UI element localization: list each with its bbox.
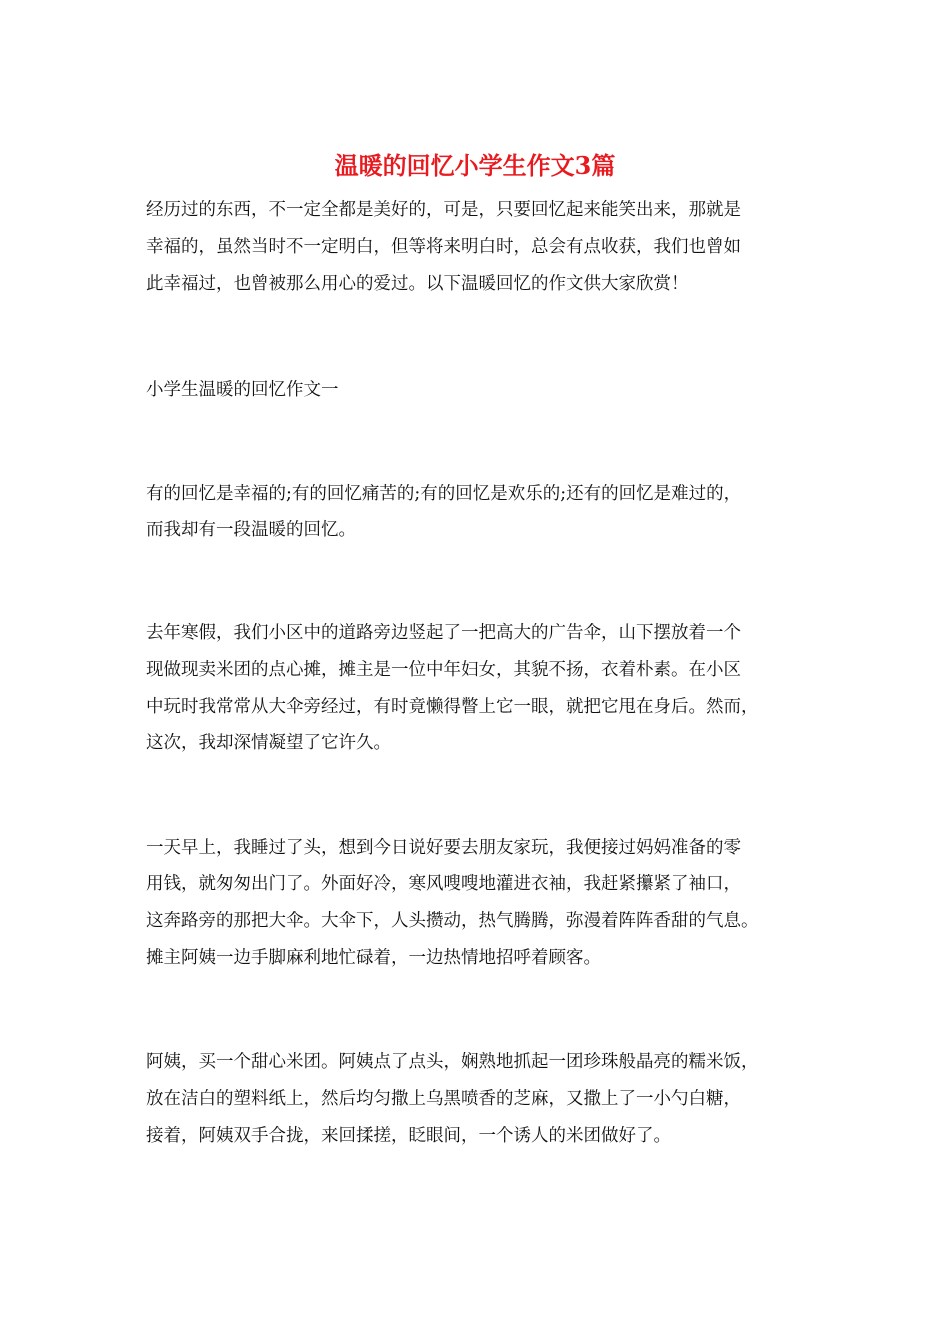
paragraph-3-line-2: 用钱，就匆匆出门了。外面好冷，寒风嗖嗖地灌进衣袖，我赶紧攥紧了袖口， — [146, 874, 741, 894]
paragraph-4-line-2: 放在洁白的塑料纸上，然后均匀撒上乌黑喷香的芝麻，又撒上了一小勺白糖， — [146, 1089, 741, 1109]
paragraph-2-line-3: 中玩时我常常从大伞旁经过，有时竟懒得瞥上它一眼，就把它甩在身后。然而， — [146, 697, 759, 717]
paragraph-2-line-4: 这次，我却深情凝望了它许久。 — [146, 733, 391, 753]
section-heading: 小学生温暖的回忆作文一 — [146, 380, 339, 400]
paragraph-4-line-3: 接着，阿姨双手合拢，来回揉搓，眨眼间，一个诱人的米团做好了。 — [146, 1126, 671, 1146]
paragraph-1-line-2: 而我却有一段温暖的回忆。 — [146, 520, 356, 540]
paragraph-2-line-1: 去年寒假，我们小区中的道路旁边竖起了一把高大的广告伞，山下摆放着一个 — [146, 623, 741, 643]
paragraph-2-line-2: 现做现卖米团的点心摊，摊主是一位中年妇女，其貌不扬，衣着朴素。在小区 — [146, 660, 741, 680]
paragraph-3-line-1: 一天早上，我睡过了头，想到今日说好要去朋友家玩，我便接过妈妈准备的零 — [146, 838, 741, 858]
paragraph-3-line-3: 这奔路旁的那把大伞。大伞下，人头攒动，热气腾腾，弥漫着阵阵香甜的气息。 — [146, 911, 759, 931]
intro-line-3: 此幸福过，也曾被那么用心的爱过。以下温暖回忆的作文供大家欣赏！ — [146, 274, 689, 294]
intro-line-2: 幸福的，虽然当时不一定明白，但等将来明白时，总会有点收获，我们也曾如 — [146, 237, 741, 257]
paragraph-4-line-1: 阿姨，买一个甜心米团。阿姨点了点头，娴熟地抓起一团珍珠般晶亮的糯米饭， — [146, 1052, 759, 1072]
paragraph-3-line-4: 摊主阿姨一边手脚麻利地忙碌着，一边热情地招呼着顾客。 — [146, 948, 601, 968]
document-title: 温暖的回忆小学生作文3篇 — [334, 151, 616, 180]
paragraph-1-line-1: 有的回忆是幸福的;有的回忆痛苦的;有的回忆是欢乐的;还有的回忆是难过的， — [146, 484, 742, 504]
intro-line-1: 经历过的东西，不一定全都是美好的，可是，只要回忆起来能笑出来，那就是 — [146, 200, 741, 220]
